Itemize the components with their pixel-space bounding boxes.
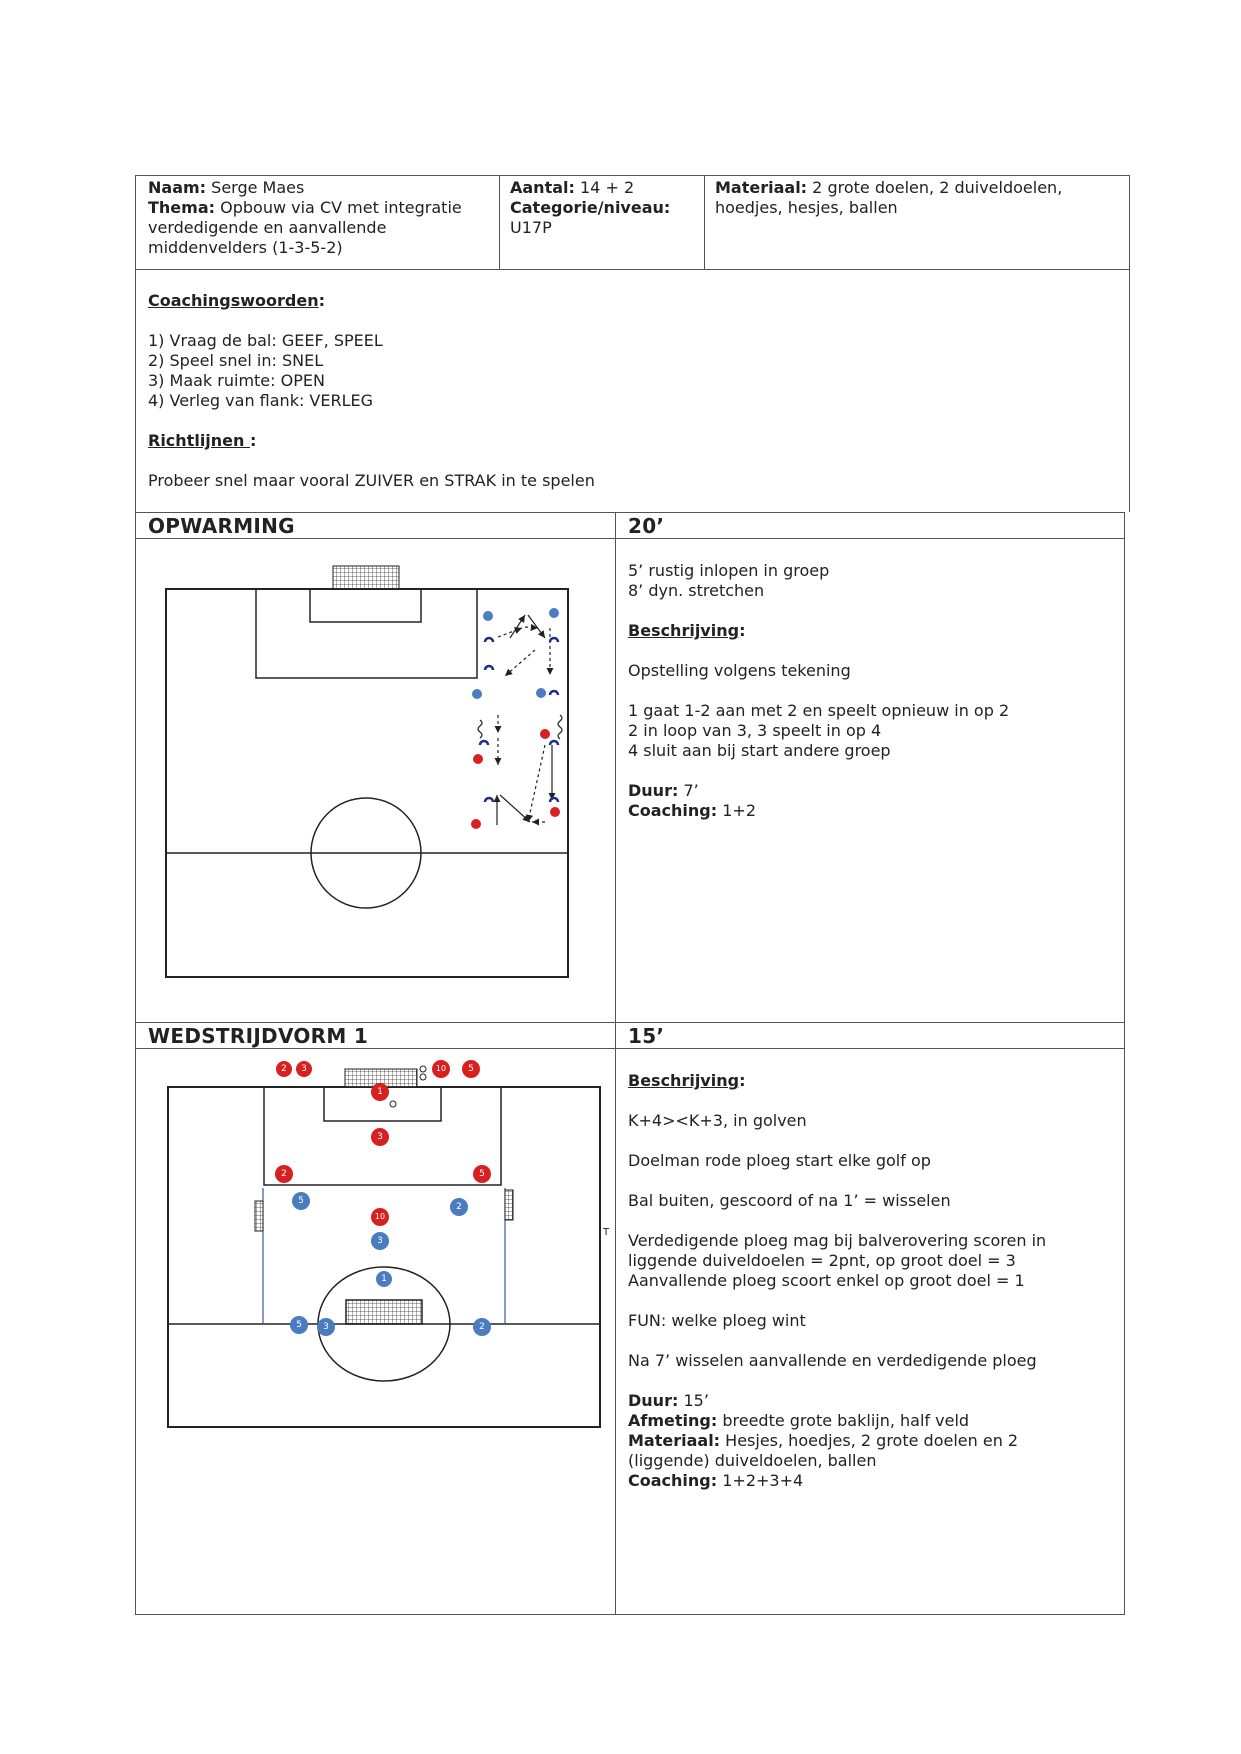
materiaal-label: Materiaal: bbox=[715, 178, 808, 197]
red-player-marker bbox=[550, 807, 560, 817]
coaching-item: 1) Vraag de bal: GEEF, SPEEL bbox=[148, 331, 383, 350]
field-mark: T bbox=[603, 1227, 610, 1238]
thema-line: verdedigende en aanvallende bbox=[148, 218, 387, 237]
materiaal-line: 2 grote doelen, 2 duiveldoelen, bbox=[812, 178, 1063, 197]
blue-player: 3 bbox=[317, 1318, 335, 1336]
coaching-item: 4) Verleg van flank: VERLEG bbox=[148, 391, 374, 410]
naam-value: Serge Maes bbox=[211, 178, 305, 197]
opwarming-step: 2 in loop van 3, 3 speelt in op 4 bbox=[628, 721, 882, 740]
blue-player-marker bbox=[483, 611, 493, 621]
opwarming-duration: 20’ bbox=[628, 514, 665, 538]
red-player: 2 bbox=[275, 1165, 293, 1183]
coaching-label: Coaching: bbox=[628, 1471, 718, 1490]
red-player: 5 bbox=[473, 1165, 491, 1183]
coaching-title: Coachingswoorden bbox=[148, 291, 319, 310]
richtlijnen-title: Richtlijnen bbox=[148, 431, 250, 450]
thema-line: middenvelders (1-3-5-2) bbox=[148, 238, 343, 257]
coaching-item: 2) Speel snel in: SNEL bbox=[148, 351, 324, 370]
materiaal-line: Hesjes, hoedjes, 2 grote doelen en 2 bbox=[725, 1431, 1019, 1450]
blue-player: 2 bbox=[473, 1318, 491, 1336]
materiaal-label: Materiaal: bbox=[628, 1431, 721, 1450]
coaching-value: 1+2+3+4 bbox=[722, 1471, 804, 1490]
blue-player-marker bbox=[549, 608, 559, 618]
wedstrijd-paragraph: Na 7’ wisselen aanvallende en verdedigende ploeg bbox=[628, 1351, 1037, 1370]
red-player: 5 bbox=[462, 1060, 480, 1078]
red-player-marker bbox=[540, 729, 550, 739]
opwarming-title: OPWARMING bbox=[148, 514, 295, 538]
richtlijnen-text: Probeer snel maar vooral ZUIVER en STRAK in te spelen bbox=[148, 471, 595, 490]
header-cell-materiaal bbox=[715, 178, 1062, 218]
afmeting-value: breedte grote baklijn, half veld bbox=[722, 1411, 970, 1430]
duur-value: 7’ bbox=[683, 781, 699, 800]
pitch bbox=[166, 589, 568, 977]
opwarming-step: 4 sluit aan bij start andere groep bbox=[628, 741, 891, 760]
red-player: 10 bbox=[432, 1060, 450, 1078]
small-goal bbox=[505, 1190, 513, 1220]
opwarming-description bbox=[628, 561, 1009, 821]
afmeting-label: Afmeting: bbox=[628, 1411, 718, 1430]
wedstrijdvorm-diagram bbox=[160, 1055, 610, 1435]
categorie-label: Categorie/niveau: bbox=[510, 198, 671, 217]
duur-label: Duur: bbox=[628, 1391, 679, 1410]
goal-net bbox=[333, 566, 399, 589]
ball-icon bbox=[390, 1101, 396, 1107]
blue-player-marker bbox=[472, 689, 482, 699]
aantal-value: 14 + 2 bbox=[580, 178, 635, 197]
opwarming-step: 1 gaat 1-2 aan met 2 en speelt opnieuw in op 2 bbox=[628, 701, 1010, 720]
wedstrijd-paragraph: Doelman rode ploeg start elke golf op bbox=[628, 1151, 931, 1170]
wedstrijd-paragraph: Verdedigende ploeg mag bij balverovering scoren in bbox=[628, 1231, 1047, 1250]
opwarming-line: 5’ rustig inlopen in groep bbox=[628, 561, 830, 580]
opwarming-diagram bbox=[160, 560, 580, 985]
red-player-marker bbox=[471, 819, 481, 829]
blue-player: 5 bbox=[292, 1192, 310, 1210]
thema-line: Opbouw via CV met integratie bbox=[220, 198, 462, 217]
opstelling-text: Opstelling volgens tekening bbox=[628, 661, 851, 680]
coaching-label: Coaching: bbox=[628, 801, 718, 820]
red-player-marker bbox=[473, 754, 483, 764]
wedstrijd-paragraph: liggende duiveldoelen = 2pnt, op groot doel = 3 bbox=[628, 1251, 1016, 1270]
ball-icon bbox=[420, 1066, 426, 1072]
materiaal-line: hoedjes, hesjes, ballen bbox=[715, 198, 898, 217]
naam-label: Naam: bbox=[148, 178, 207, 197]
blue-player-goalkeeper: 1 bbox=[376, 1271, 392, 1287]
wedstrijdvorm-duration: 15’ bbox=[628, 1024, 665, 1048]
wedstrijd-paragraph: Bal buiten, gescoord of na 1’ = wisselen bbox=[628, 1191, 951, 1210]
beschrijving-title: Beschrijving bbox=[628, 1071, 740, 1090]
richtlijnen-colon: : bbox=[249, 431, 257, 450]
blue-player: 3 bbox=[371, 1232, 389, 1250]
opwarming-line: 8’ dyn. stretchen bbox=[628, 581, 765, 600]
coaching-item: 3) Maak ruimte: OPEN bbox=[148, 371, 325, 390]
wedstrijdvorm-description bbox=[628, 1071, 1046, 1491]
aantal-label: Aantal: bbox=[510, 178, 575, 197]
header-cell-naam bbox=[148, 178, 462, 258]
red-player-goalkeeper: 1 bbox=[371, 1083, 389, 1101]
duur-label: Duur: bbox=[628, 781, 679, 800]
beschrijving-colon: : bbox=[739, 621, 746, 640]
wedstrijd-paragraph: K+4><K+3, in golven bbox=[628, 1111, 807, 1130]
thema-label: Thema: bbox=[148, 198, 216, 217]
blue-player: 5 bbox=[290, 1316, 308, 1334]
ball-icon bbox=[420, 1074, 426, 1080]
wedstrijdvorm-title: WEDSTRIJDVORM 1 bbox=[148, 1024, 369, 1048]
categorie-value: U17P bbox=[510, 218, 552, 237]
duur-value: 15’ bbox=[683, 1391, 709, 1410]
header-cell-aantal bbox=[510, 178, 670, 238]
wedstrijd-paragraph: Aanvallende ploeg scoort enkel op groot doel = 1 bbox=[628, 1271, 1025, 1290]
beschrijving-colon: : bbox=[739, 1071, 746, 1090]
red-player: 10 bbox=[371, 1208, 389, 1226]
coaching-section bbox=[148, 291, 595, 491]
center-goal bbox=[346, 1300, 422, 1324]
red-player: 2 bbox=[276, 1061, 292, 1077]
coaching-value: 1+2 bbox=[722, 801, 756, 820]
small-goal bbox=[255, 1201, 263, 1231]
blue-player-marker bbox=[536, 688, 546, 698]
beschrijving-title: Beschrijving bbox=[628, 621, 740, 640]
red-player: 3 bbox=[371, 1128, 389, 1146]
coaching-colon: : bbox=[318, 291, 326, 310]
materiaal-line: (liggende) duiveldoelen, ballen bbox=[628, 1451, 877, 1470]
red-player: 3 bbox=[296, 1061, 312, 1077]
wedstrijd-paragraph: FUN: welke ploeg wint bbox=[628, 1311, 806, 1330]
blue-player: 2 bbox=[450, 1198, 468, 1216]
